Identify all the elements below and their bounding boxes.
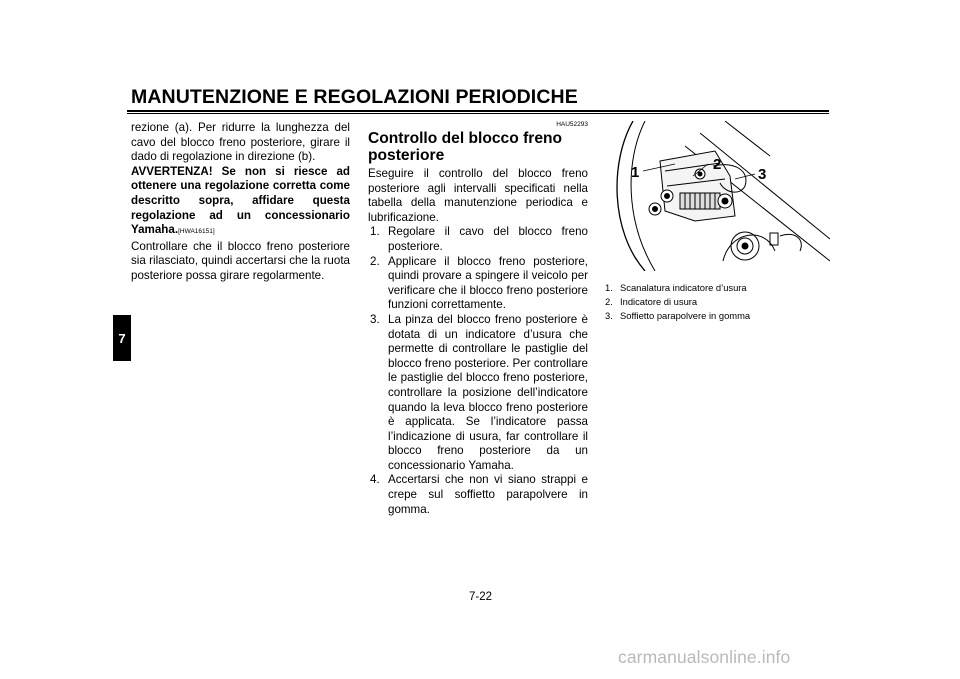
section-ref-code: HAU52293 [556, 121, 588, 128]
caption-text: Indicatore di usura [620, 296, 698, 307]
brake-caliper-illustration [605, 121, 830, 271]
step-text: Applicare il blocco freno posteriore, quindi provare a spingere il veicolo per verificare che il blocco freno posteriore funzioni correttamente. [388, 254, 588, 312]
step-text: Accertarsi che non vi siano strappi e crepe sul soffietto parapolvere in gomma. [388, 473, 588, 516]
section-intro: Eseguire il controllo del blocco freno posteriore agli intervalli specificati nella tabella della manutenzione periodica e lubrificazione. [368, 167, 588, 224]
watermark-text: carmanualsonline.info [618, 647, 791, 667]
warning-code: [HWA16151] [178, 228, 215, 236]
step-text: La pinza del blocco freno posteriore è dotata di un indicatore d’usura che permette di controllare le pastiglie del blocco freno posteriore. Per controllare le pastiglie del blocco freno posteriore, controllare la posizione dell’indicatore quando la leva blocco freno posteriore è applicata. Se l’indicatore passa l’indicazione di usura, far controllare il blocco freno posteriore da un concessionario Yamaha. [388, 312, 588, 472]
step-number: 4. [370, 473, 380, 487]
step-number: 1. [370, 225, 380, 239]
page-header-title: MANUTENZIONE E REGOLAZIONI PERIODICHE [131, 86, 578, 108]
caption-text: Scanalatura indicatore d’usura [620, 282, 747, 293]
paragraph-check-release: Controllare che il blocco freno posteriore sia rilasciato, quindi accertarsi che la ruota posteriore possa girare regolarmente. [131, 239, 350, 282]
callout-3: 3 [758, 166, 767, 183]
column-left [131, 121, 350, 284]
brake-caliper-drawing [605, 121, 830, 271]
caption-number: 2. [605, 296, 613, 307]
column-middle [368, 121, 588, 517]
paragraph-adjust-direction: rezione (a). Per ridurre la lunghezza del cavo del blocco freno posteriore, girare il dado di regolazione in direzione (b). [131, 121, 350, 164]
header-rule-thin [127, 113, 829, 114]
step-item [370, 473, 588, 517]
caption-item [605, 295, 830, 309]
column-right [605, 121, 830, 323]
caption-text: Soffietto parapolvere in gomma [620, 310, 751, 321]
step-number: 3. [370, 312, 380, 326]
step-item [370, 313, 588, 474]
caption-number: 3. [605, 310, 613, 321]
step-item [370, 255, 588, 313]
caption-number: 1. [605, 282, 613, 293]
step-number: 2. [370, 254, 380, 268]
steps-list [368, 225, 588, 517]
caption-item [605, 309, 830, 323]
step-text: Regolare il cavo del blocco freno posteriore. [388, 225, 588, 253]
figure-captions [605, 281, 830, 323]
callout-2: 2 [713, 156, 722, 173]
callout-1: 1 [631, 164, 640, 181]
section-heading: Controllo del blocco freno posteriore [368, 130, 563, 164]
header-rule [127, 110, 829, 112]
warning-text: AVVERTENZA! Se non si riesce ad ottenere una regolazione corretta come descritto sopra, affidare questa regolazione ad un concessionario Yamaha.[HWA16151] [131, 164, 350, 237]
page-number: 7-22 [469, 591, 493, 603]
chapter-tab: 7 [113, 315, 131, 361]
caption-item [605, 281, 830, 295]
step-item [370, 225, 588, 254]
